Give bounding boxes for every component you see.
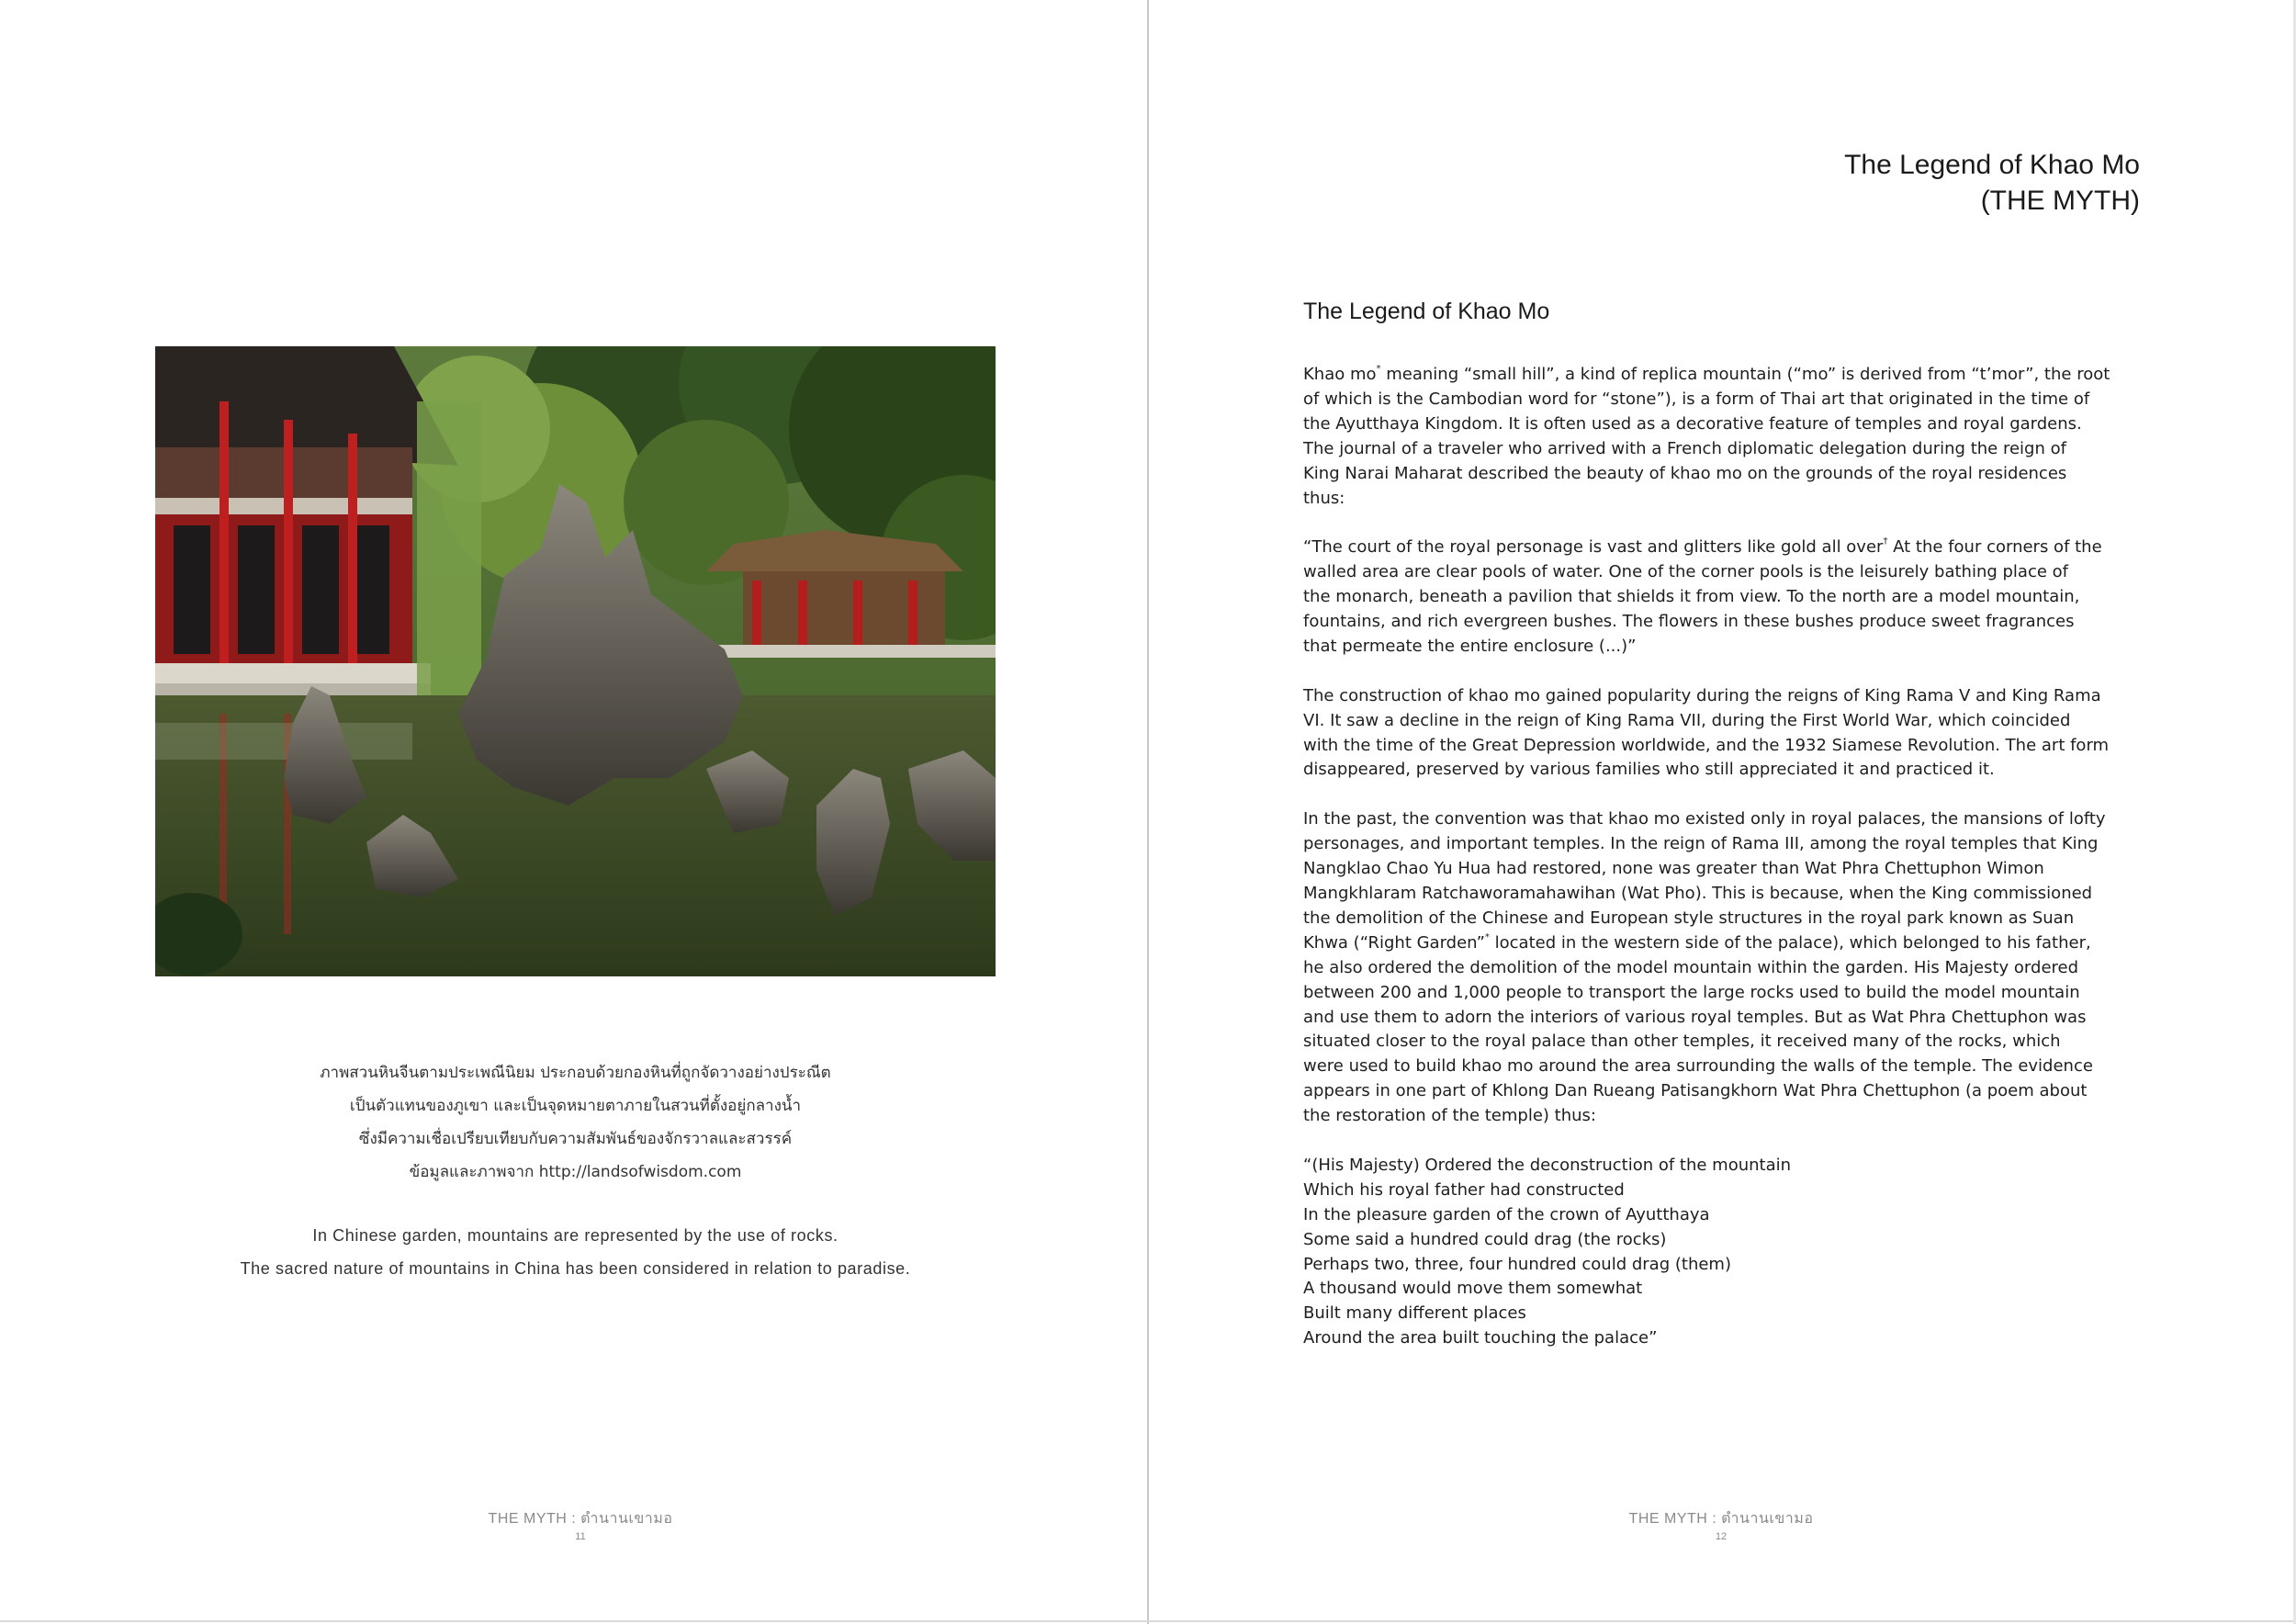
text-line: Mangkhlaram Ratchaworamahawihan (Wat Pho). This is because, when the King commissioned [1303,883,2093,903]
paragraph-3 [1303,684,2144,784]
text-span: meaning “small hill”, a kind of replica mountain (“mo” is derived from “t’mor”, the root [1380,365,2110,384]
text-line: situated closer to the royal palace than other temples, it received many of the rocks, which [1303,1032,2061,1052]
poem-line: Some said a hundred could drag (the rocks) [1303,1229,1667,1249]
poem-line: A thousand would move them somewhat [1303,1279,1643,1299]
page-number: 11 [575,1531,586,1542]
text-line: that permeate the entire enclosure (...)” [1303,636,1637,656]
page-gutter [1147,0,1149,1624]
running-footer-title: THE MYTH : ตำนานเขามอ [488,1511,673,1527]
text-span: Khwa (“Right Garden” [1303,932,1485,953]
poem-line: Which his royal father had constructed [1303,1179,1625,1200]
text-line: the Ayutthaya Kingdom. It is often used as a decorative feature of temples and royal gardens. [1303,413,2082,434]
footnote-mark: † [1883,536,1888,547]
text-line: thus: [1303,488,1345,508]
caption-thai-source: ข้อมูลและภาพจาก http://landsofwisdom.com [409,1163,742,1181]
page-bottom-edge [0,1620,2296,1622]
text-line: disappeared, preserved by various families who still appreciated it and practiced it. [1303,760,1995,780]
text-line: the restoration of the temple) thus: [1303,1106,1596,1126]
chapter-subtitle: (THE MYTH) [1980,186,2140,216]
text-line: walled area are clear pools of water. One of the corner pools is the leisurely bathing place of [1303,562,2069,582]
caption-en-line: In Chinese garden, mountains are represented by the use of rocks. [312,1226,838,1245]
text-line: the monarch, beneath a pavilion that shields it from view. To the north are a model mountain, [1303,587,2080,607]
poem-line: Around the area built touching the palace” [1303,1328,1658,1348]
poem-quote [1303,1154,2144,1351]
paragraph-2-quote [1303,536,2144,660]
text-line: The construction of khao mo gained popularity during the reigns of King Rama V and King Rama [1303,685,2101,705]
text-line [1303,931,2144,956]
text-line: The journal of a traveler who arrived with a French diplomatic delegation during the reign of [1303,438,2066,458]
text-line: In the past, the convention was that khao mo existed only in royal palaces, the mansions of lofty [1303,809,2106,829]
photo-illustration [155,346,996,976]
text-line: VI. It saw a decline in the reign of King Rama VII, during the First World War, which coincided [1303,710,2071,730]
caption-thai-line: ภาพสวนหินจีนตามประเพณีนิยม ประกอบด้วยกองหินที่ถูกจัดวางอย่างประณีต [320,1064,831,1082]
text-line: were used to build khao mo around the area surrounding the walls of the temple. The evidence [1303,1056,2093,1077]
text-span: located in the western side of the palace), which belonged to his father, [1489,932,2091,953]
poem-line: Perhaps two, three, four hundred could drag (them) [1303,1254,1731,1274]
poem-line: Built many different places [1303,1303,1526,1324]
photo-caption-thai [184,1056,967,1189]
caption-thai-line: เป็นตัวแทนของภูเขา และเป็นจุดหมายตาภายในสวนที่ตั้งอยู่กลางน้ำ [349,1097,802,1115]
text-line: he also ordered the demolition of the model mountain within the garden. His Majesty ordered [1303,957,2079,977]
text-span: Khao mo [1303,365,1377,384]
text-span: At the four corners of the [1887,537,2102,558]
running-footer-title: THE MYTH : ตำนานเขามอ [1628,1511,1814,1527]
paragraph-4 [1303,807,2144,1129]
poem-line: “(His Majesty) Ordered the deconstruction of the mountain [1303,1155,1792,1175]
text-line: between 200 and 1,000 people to transport the large rocks used to build the model mountain [1303,982,2080,1002]
article-body [1303,363,2144,1351]
text-line [1303,363,2144,388]
text-line [1303,536,2144,560]
paragraph-1 [1303,363,2144,511]
chapter-title: The Legend of Khao Mo [1844,150,2140,180]
section-heading: The Legend of Khao Mo [1303,299,1550,324]
left-page-footer [397,1509,764,1544]
poem-line: In the pleasure garden of the crown of Ayutthaya [1303,1204,1710,1224]
footnote-mark: * [1376,364,1381,374]
text-line: personages, and important temples. In the reign of Rama III, among the royal temples that King [1303,834,2099,854]
text-line: King Narai Maharat described the beauty of khao mo on the grounds of the royal residences [1303,463,2067,483]
text-line: Nangklao Chao Yu Hua had restored, none was greater than Wat Phra Chettuphon Wimon [1303,859,2044,879]
text-line: and use them to adorn the interiors of various royal temples. But as Wat Phra Chettuphon was [1303,1007,2087,1027]
chapter-heading [1844,147,2140,219]
caption-en-line: The sacred nature of mountains in China has been considered in relation to paradise. [240,1259,911,1278]
page-number: 12 [1715,1531,1728,1542]
text-line: the demolition of the Chinese and European style structures in the royal park known as Suan [1303,908,2075,928]
caption-thai-line: ซึ่งมีความเชื่อเปรียบเทียบกับความสัมพันธ์ของจักรวาลและสวรรค์ [358,1130,793,1148]
photo-caption-english [184,1219,967,1285]
text-line: appears in one part of Khlong Dan Rueang Patisangkhorn Wat Phra Chettuphon (a poem about [1303,1081,2088,1101]
text-line: fountains, and rich evergreen bushes. The flowers in these bushes produce sweet fragrances [1303,612,2075,632]
text-span: “The court of the royal personage is vast and glitters like gold all over [1303,537,1884,558]
footnote-mark: * [1484,931,1490,942]
text-line: of which is the Cambodian word for “stone”), is a form of Thai art that originated in the time of [1303,389,2090,409]
chinese-rock-garden-photo [155,346,996,976]
right-page-footer [1537,1509,1905,1544]
text-line: with the time of the Great Depression worldwide, and the 1932 Siamese Revolution. The art form [1303,735,2110,755]
